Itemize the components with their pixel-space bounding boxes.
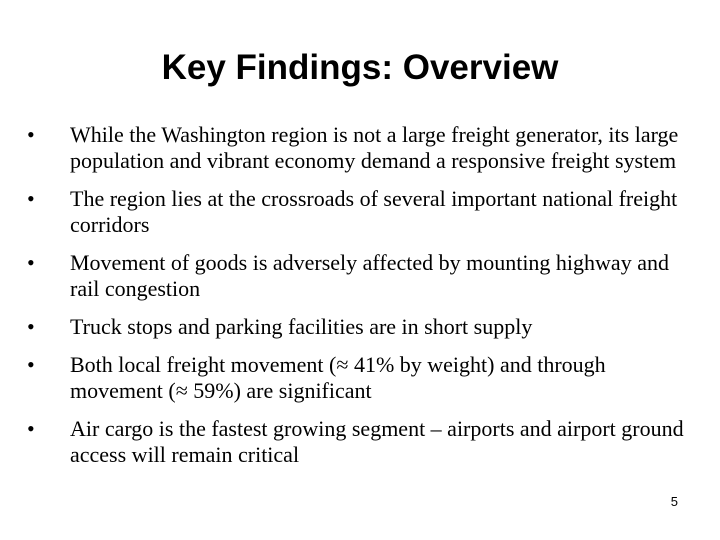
bullet-text: Both local freight movement (≈ 41% by weight) and through movement (≈ 59%) are significant xyxy=(70,352,606,403)
page-number: 5 xyxy=(670,494,678,509)
bullet-text: Movement of goods is adversely affected by mounting highway and rail congestion xyxy=(70,250,669,301)
bullet-icon: • xyxy=(27,250,35,275)
bullet-text: While the Washington region is not a large freight generator, its large population and vibrant economy demand a responsive freight system xyxy=(70,122,679,173)
list-item xyxy=(27,416,687,468)
list-item xyxy=(27,352,687,404)
bullet-text: Air cargo is the fastest growing segment – airports and airport ground access will remain critical xyxy=(70,416,684,467)
bullet-list xyxy=(27,122,687,480)
list-item xyxy=(27,122,687,174)
list-item xyxy=(27,186,687,238)
bullet-text: Truck stops and parking facilities are in short supply xyxy=(70,314,533,339)
bullet-icon: • xyxy=(27,352,35,377)
list-item xyxy=(27,314,687,340)
bullet-icon: • xyxy=(27,416,35,441)
bullet-icon: • xyxy=(27,314,35,339)
slide-title: Key Findings: Overview xyxy=(161,48,559,87)
list-item xyxy=(27,250,687,302)
bullet-text: The region lies at the crossroads of several important national freight corridors xyxy=(70,186,678,237)
bullet-icon: • xyxy=(27,186,35,211)
bullet-icon: • xyxy=(27,122,35,147)
